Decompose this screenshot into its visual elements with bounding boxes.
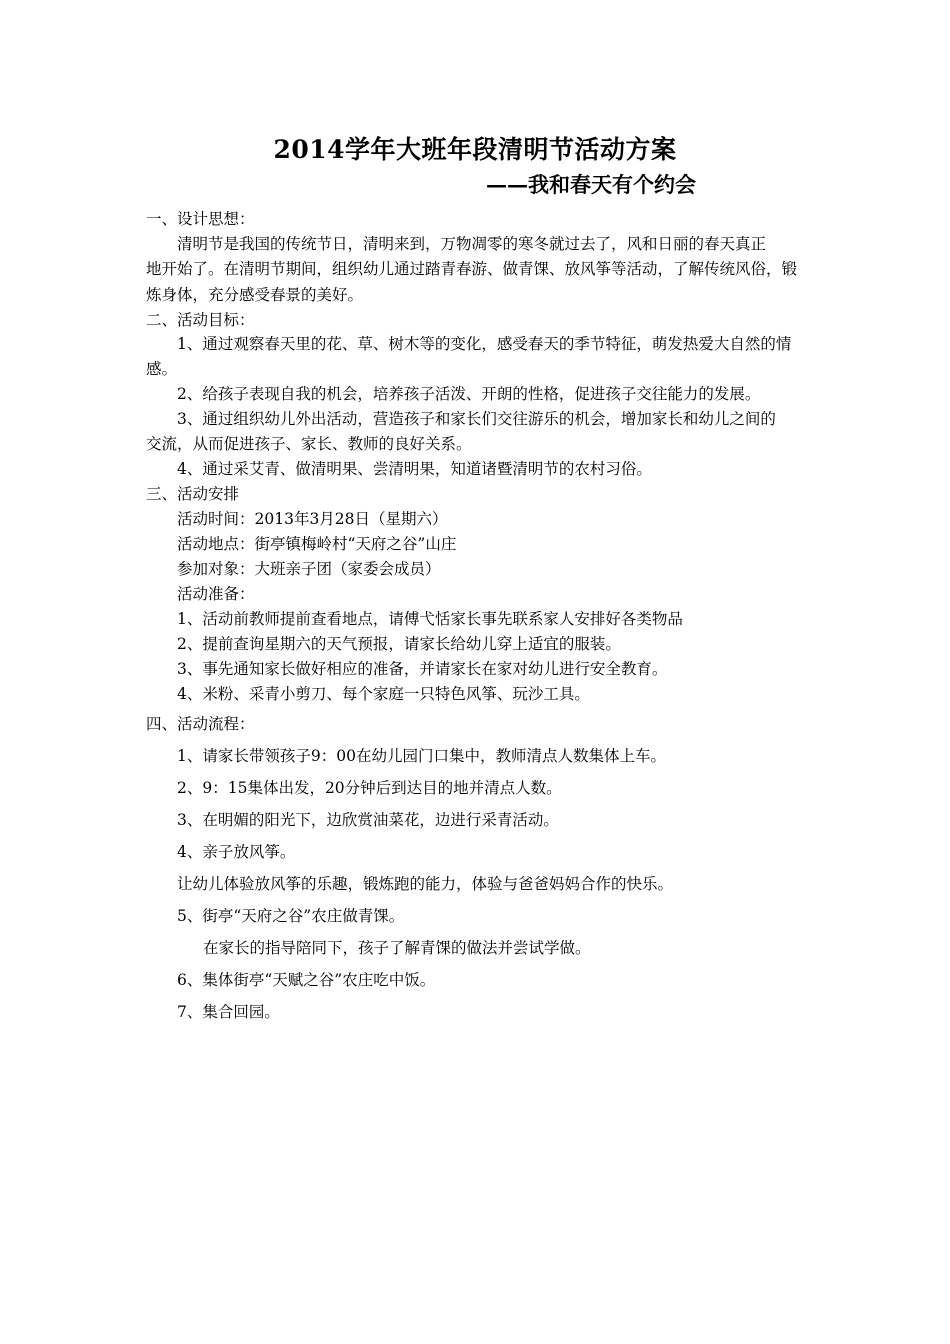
list-item-note: 让幼儿体验放风筝的乐趣，锻炼跑的能力，体验与爸爸妈妈合作的快乐。 xyxy=(177,875,674,893)
arrangement-time: 活动时间：2013年3月28日（星期六） xyxy=(177,510,448,528)
list-item: 4、通过采艾青、做清明果、尝清明果，知道诸暨清明节的农村习俗。 xyxy=(177,460,652,478)
list-item: 3、在明媚的阳光下，边欣赏油菜花，边进行采青活动。 xyxy=(177,811,559,829)
arrangement-preparation: 活动准备： xyxy=(177,585,255,603)
section-heading-arrangement: 三、活动安排 xyxy=(146,485,240,503)
section-heading-design: 一、设计思想： xyxy=(146,210,255,228)
section-heading-process: 四、活动流程： xyxy=(146,715,255,733)
list-item: 5、街亭“天府之谷”农庄做青馃。 xyxy=(177,907,405,925)
paragraph-line: 炼身体，充分感受春景的美好。 xyxy=(146,286,364,304)
list-item-note: 在家长的指导陪同下，孩子了解青馃的做法并尝试学做。 xyxy=(203,939,591,957)
list-item: 1、活动前教师提前查看地点，请傅弋恬家长事先联系家人安排好各类物品 xyxy=(177,610,683,628)
list-item: 7、集合回园。 xyxy=(177,1003,280,1021)
list-item: 1、通过观察春天里的花、草、树木等的变化，感受春天的季节特征，萌发热爱大自然的情 xyxy=(177,335,792,353)
list-item-continuation: 交流，从而促进孩子、家长、教师的良好关系。 xyxy=(146,435,472,453)
list-item-continuation: 感。 xyxy=(146,360,178,378)
document-title: 2014学年大班年段清明节活动方案 xyxy=(273,135,677,164)
list-item: 4、亲子放风筝。 xyxy=(177,843,296,861)
list-item: 1、请家长带领孩子9：00在幼儿园门口集中，教师清点人数集体上车。 xyxy=(177,747,666,765)
paragraph-line: 清明节是我国的传统节日，清明来到，万物凋零的寒冬就过去了，风和日丽的春天真正 xyxy=(177,235,767,253)
document-subtitle: ——我和春天有个约会 xyxy=(486,172,696,197)
paragraph-line: 地开始了。在清明节期间，组织幼儿通过踏青春游、做青馃、放风筝等活动，了解传统风俗，锻 xyxy=(146,260,798,278)
list-item: 6、集体街亭“天赋之谷”农庄吃中饭。 xyxy=(177,971,436,989)
section-heading-goals: 二、活动目标： xyxy=(146,311,255,329)
arrangement-location: 活动地点：街亭镇梅岭村“天府之谷”山庄 xyxy=(177,535,457,553)
list-item: 2、给孩子表现自我的机会，培养孩子活泼、开朗的性格，促进孩子交往能力的发展。 xyxy=(177,385,761,403)
list-item: 3、事先通知家长做好相应的准备，并请家长在家对幼儿进行安全教育。 xyxy=(177,660,668,678)
list-item: 2、提前查询星期六的天气预报，请家长给幼儿穿上适宜的服装。 xyxy=(177,635,621,653)
list-item: 3、通过组织幼儿外出活动，营造孩子和家长们交往游乐的机会，增加家长和幼儿之间的 xyxy=(177,410,776,428)
arrangement-participants: 参加对象：大班亲子团（家委会成员） xyxy=(177,560,441,578)
list-item: 4、米粉、采青小剪刀、每个家庭一只特色风筝、玩沙工具。 xyxy=(177,685,590,703)
list-item: 2、9：15集体出发，20分钟后到达目的地并清点人数。 xyxy=(177,779,562,797)
